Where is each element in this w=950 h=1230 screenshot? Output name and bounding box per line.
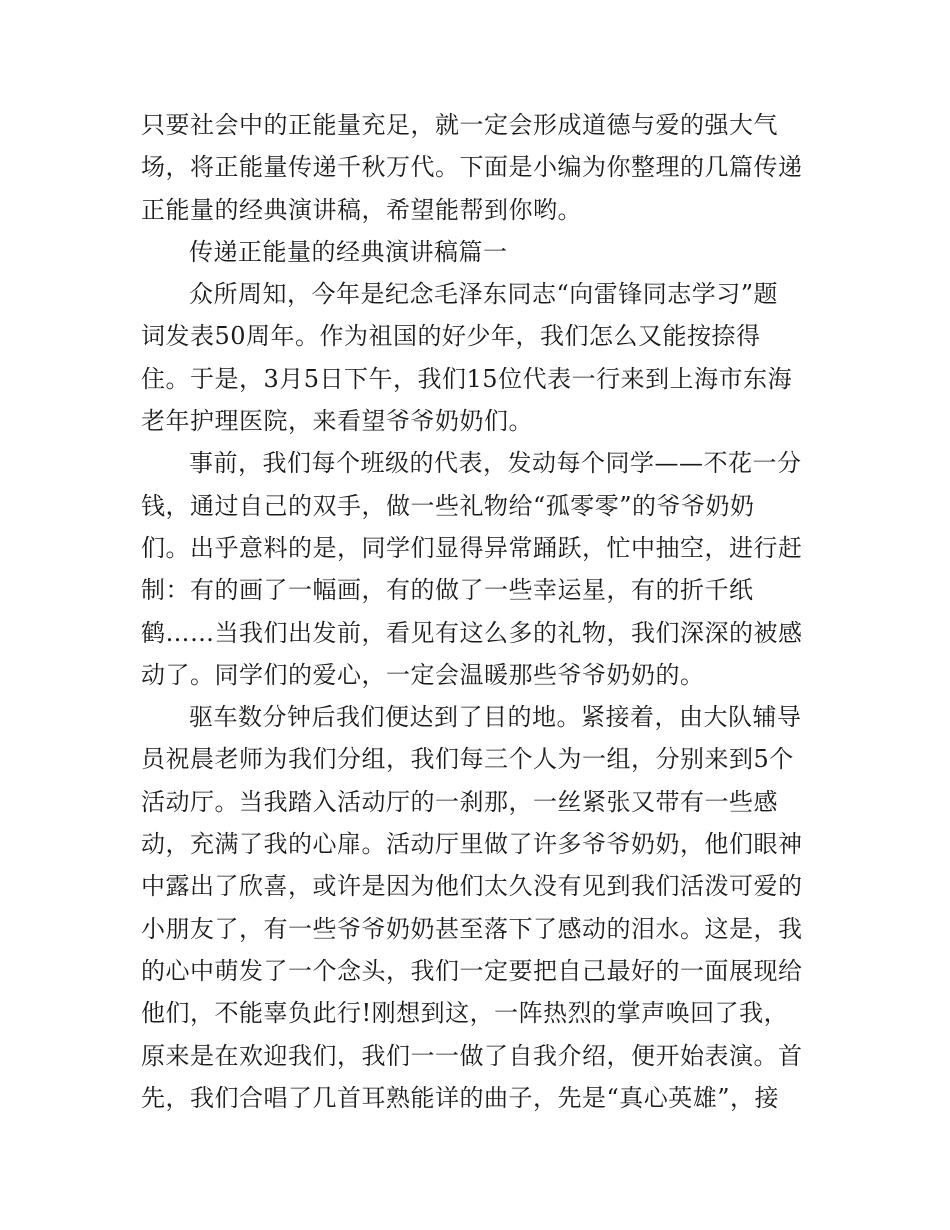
text-line: 老年护理医院，来看望爷爷奶奶们。 [141, 407, 533, 436]
text-line: 众所周知，今年是纪念毛泽东同志“向雷锋同志学习”题 [189, 280, 779, 309]
text-line: 的心中萌发了一个念头，我们一定要把自己最好的一面展现给 [141, 956, 803, 985]
text-line: 小朋友了，有一些爷爷奶奶甚至落下了感动的泪水。这是，我 [141, 914, 803, 943]
text-line: 动，充满了我的心扉。活动厅里做了许多爷爷奶奶，他们眼神 [141, 830, 803, 859]
text-line: 事前，我们每个班级的代表，发动每个同学——不花一分 [189, 449, 802, 478]
text-line: 正能量的经典演讲稿，希望能帮到你哟。 [141, 195, 582, 224]
text-line: 制：有的画了一幅画，有的做了一些幸运星，有的折千纸 [141, 576, 754, 605]
text-line: 场，将正能量传递千秋万代。下面是小编为你整理的几篇传递 [141, 153, 803, 182]
text-line: 钱，通过自己的双手，做一些礼物给“孤零零”的爷爷奶奶 [141, 491, 755, 520]
text-line: 活动厅。当我踏入活动厅的一刹那，一丝紧张又带有一些感 [141, 787, 778, 816]
text-line: 驱车数分钟后我们便达到了目的地。紧接着，由大队辅导 [189, 703, 802, 732]
text-line: 中露出了欣喜，或许是因为他们太久没有见到我们活泼可爱的 [141, 872, 803, 901]
text-line: 先，我们合唱了几首耳熟能详的曲子，先是“真心英雄”，接 [141, 1083, 780, 1112]
article-body [141, 104, 813, 1119]
text-line: 词发表50周年。作为祖国的好少年，我们怎么又能按捺得 [141, 322, 761, 351]
text-line: 鹤……当我们出发前，看见有这么多的礼物，我们深深的被感 [141, 618, 803, 647]
text-line: 他们，不能辜负此行!刚想到这，一阵热烈的掌声唤回了我， [141, 999, 789, 1028]
section-heading: 传递正能量的经典演讲稿篇一 [189, 237, 508, 266]
text-line: 住。于是，3月5日下午，我们15位代表一行来到上海市东海 [141, 364, 793, 393]
text-line: 员祝晨老师为我们分组，我们每三个人为一组，分别来到5个 [141, 745, 794, 774]
text-line: 原来是在欢迎我们，我们一一做了自我介绍，便开始表演。首 [141, 1041, 803, 1070]
text-line: 动了。同学们的爱心，一定会温暖那些爷爷奶奶的。 [141, 660, 705, 689]
text-line: 只要社会中的正能量充足，就一定会形成道德与爱的强大气 [141, 111, 778, 139]
text-line: 们。出乎意料的是，同学们显得异常踊跃，忙中抽空，进行赶 [141, 533, 803, 562]
